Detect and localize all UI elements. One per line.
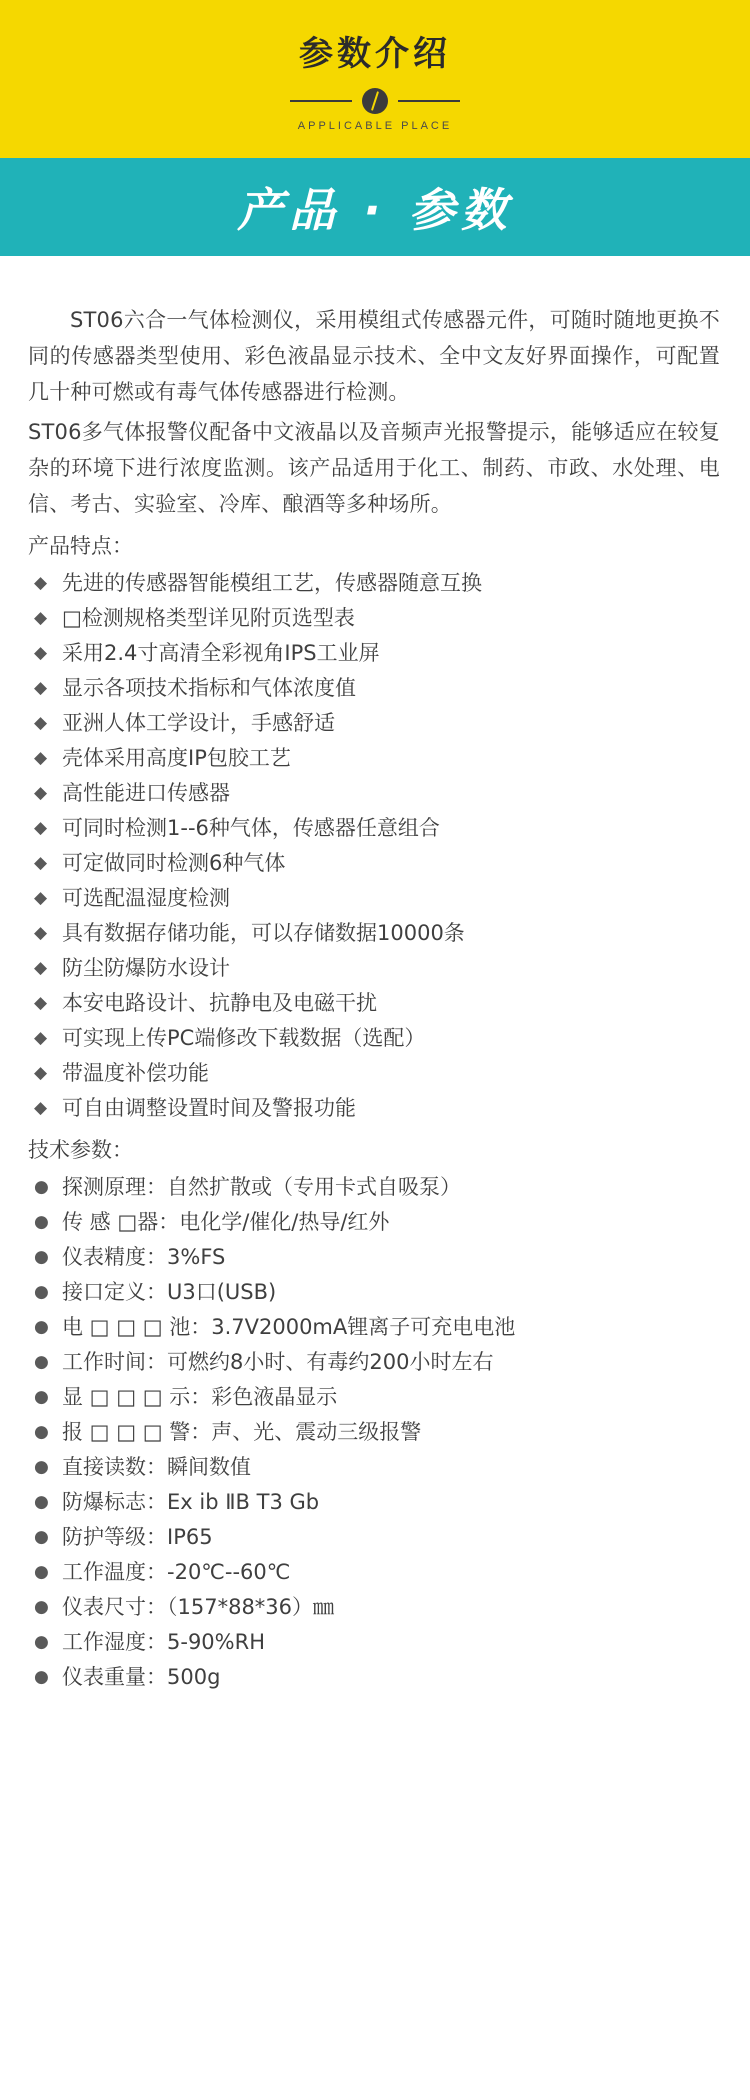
spec-text: 工作时间：可燃约8小时、有毒约200小时左右 [62,1350,494,1374]
page-subtitle: APPLICABLE PLACE [297,120,453,132]
feature-text: 可定做同时检测6种气体 [62,851,286,875]
bullet-icon: ● [34,1177,49,1197]
diamond-icon: ◆ [34,818,48,838]
list-item [28,1310,720,1345]
features-heading: 产品特点： [28,534,133,558]
diamond-icon: ◆ [34,993,48,1013]
spec-text: 电 □ □ □ 池：3.7V2000mA锂离子可充电电池 [62,1315,516,1339]
list-item [28,601,720,636]
decorative-divider [0,84,750,118]
feature-text: 采用2.4寸高清全彩视角IPS工业屏 [62,641,380,665]
specs-heading: 技术参数： [28,1138,133,1162]
spec-text: 仪表精度：3%FS [62,1245,226,1269]
list-item [28,776,720,811]
bullet-icon: ● [34,1352,49,1372]
diamond-icon: ◆ [34,608,48,628]
bullet-icon: ● [34,1282,49,1302]
diamond-icon: ◆ [34,573,48,593]
bullet-icon: ● [34,1562,49,1582]
diamond-icon: ◆ [34,923,48,943]
diamond-icon: ◆ [34,1028,48,1048]
spec-text: 传 感 □器：电化学/催化/热导/红外 [62,1210,390,1234]
feature-text: 可自由调整设置时间及警报功能 [62,1096,356,1120]
spec-text: 显 □ □ □ 示：彩色液晶显示 [62,1385,338,1409]
list-item [28,1205,720,1240]
coffee-bean-icon [362,88,388,114]
list-item [28,1415,720,1450]
page-title: 参数介绍 [299,34,451,74]
feature-text: □检测规格类型详见附页选型表 [62,606,355,630]
feature-text: 可同时检测1--6种气体，传感器任意组合 [62,816,440,840]
spec-text: 报 □ □ □ 警：声、光、震动三级报警 [62,1420,422,1444]
feature-text: 本安电路设计、抗静电及电磁干扰 [62,991,377,1015]
bullet-icon: ● [34,1317,49,1337]
spec-text: 防爆标志：Ex ib ⅡB T3 Gb [62,1490,320,1514]
spec-text: 工作湿度：5-90%RH [62,1630,265,1654]
features-list [28,566,720,1126]
feature-text: 具有数据存储功能，可以存储数据10000条 [62,921,465,945]
list-item [28,1056,720,1091]
product-parameter-title: 产品 · 参数 [237,183,513,237]
feature-text: 壳体采用高度IP包胶工艺 [62,746,291,770]
diamond-icon: ◆ [34,1098,48,1118]
diamond-icon: ◆ [34,888,48,908]
feature-text: 防尘防爆防水设计 [62,956,230,980]
list-item [28,1660,720,1695]
bullet-icon: ● [34,1422,49,1442]
list-item [28,1345,720,1380]
list-item [28,566,720,601]
list-item [28,1275,720,1310]
diamond-icon: ◆ [34,853,48,873]
spec-text: 工作温度：-20℃--60℃ [62,1560,291,1584]
bullet-icon: ● [34,1457,49,1477]
list-item [28,636,720,671]
bullet-icon: ● [34,1387,49,1407]
spec-text: 仪表重量：500g [62,1665,221,1689]
spec-text: 防护等级：IP65 [62,1525,213,1549]
list-item [28,741,720,776]
content-body [0,256,750,1695]
feature-text: 先进的传感器智能模组工艺，传感器随意互换 [62,571,482,595]
list-item [28,1555,720,1590]
list-item [28,1625,720,1660]
bullet-icon: ● [34,1212,49,1232]
list-item [28,1091,720,1126]
diamond-icon: ◆ [34,643,48,663]
diamond-icon: ◆ [34,1063,48,1083]
bullet-icon: ● [34,1597,49,1617]
list-item [28,1485,720,1520]
list-item [28,881,720,916]
list-item [28,1021,720,1056]
list-item [28,671,720,706]
divider-line-left [290,100,352,102]
header-banner-yellow [0,0,750,158]
list-item [28,1450,720,1485]
feature-text: 高性能进口传感器 [62,781,230,805]
intro-paragraph-1: ST06六合一气体检测仪，采用模组式传感器元件，可随时随地更换不同的传感器类型使用、彩色液晶显示技术、全中文友好界面操作，可配置几十种可燃或有毒气体传感器进行检测。 [28,308,720,404]
spec-text: 直接读数：瞬间数值 [62,1455,251,1479]
bullet-icon: ● [34,1527,49,1547]
diamond-icon: ◆ [34,678,48,698]
list-item [28,706,720,741]
bullet-icon: ● [34,1632,49,1652]
feature-text: 亚洲人体工学设计，手感舒适 [62,711,335,735]
list-item [28,846,720,881]
list-item [28,1170,720,1205]
feature-text: 可选配温湿度检测 [62,886,230,910]
list-item [28,1520,720,1555]
bullet-icon: ● [34,1492,49,1512]
list-item [28,916,720,951]
header-banner-teal [0,158,750,256]
list-item [28,986,720,1021]
divider-line-right [398,100,460,102]
list-item [28,1380,720,1415]
feature-text: 可实现上传PC端修改下载数据（选配） [62,1026,426,1050]
specs-list [28,1170,720,1695]
diamond-icon: ◆ [34,713,48,733]
list-item [28,1240,720,1275]
spec-text: 探测原理：自然扩散或（专用卡式自吸泵） [62,1175,461,1199]
bullet-icon: ● [34,1247,49,1267]
intro-paragraph-2: ST06多气体报警仪配备中文液晶以及音频声光报警提示，能够适应在较复杂的环境下进行浓度监测。该产品适用于化工、制药、市政、水处理、电信、考古、实验室、冷库、酿酒等多种场所。 [28,420,720,516]
feature-text: 显示各项技术指标和气体浓度值 [62,676,356,700]
feature-text: 带温度补偿功能 [62,1061,209,1085]
bullet-icon: ● [34,1667,49,1687]
list-item [28,1590,720,1625]
spec-text: 接口定义：U3口(USB) [62,1280,277,1304]
diamond-icon: ◆ [34,748,48,768]
list-item [28,811,720,846]
spec-text: 仪表尺寸：（157*88*36）㎜ [62,1595,335,1619]
diamond-icon: ◆ [34,958,48,978]
diamond-icon: ◆ [34,783,48,803]
list-item [28,951,720,986]
